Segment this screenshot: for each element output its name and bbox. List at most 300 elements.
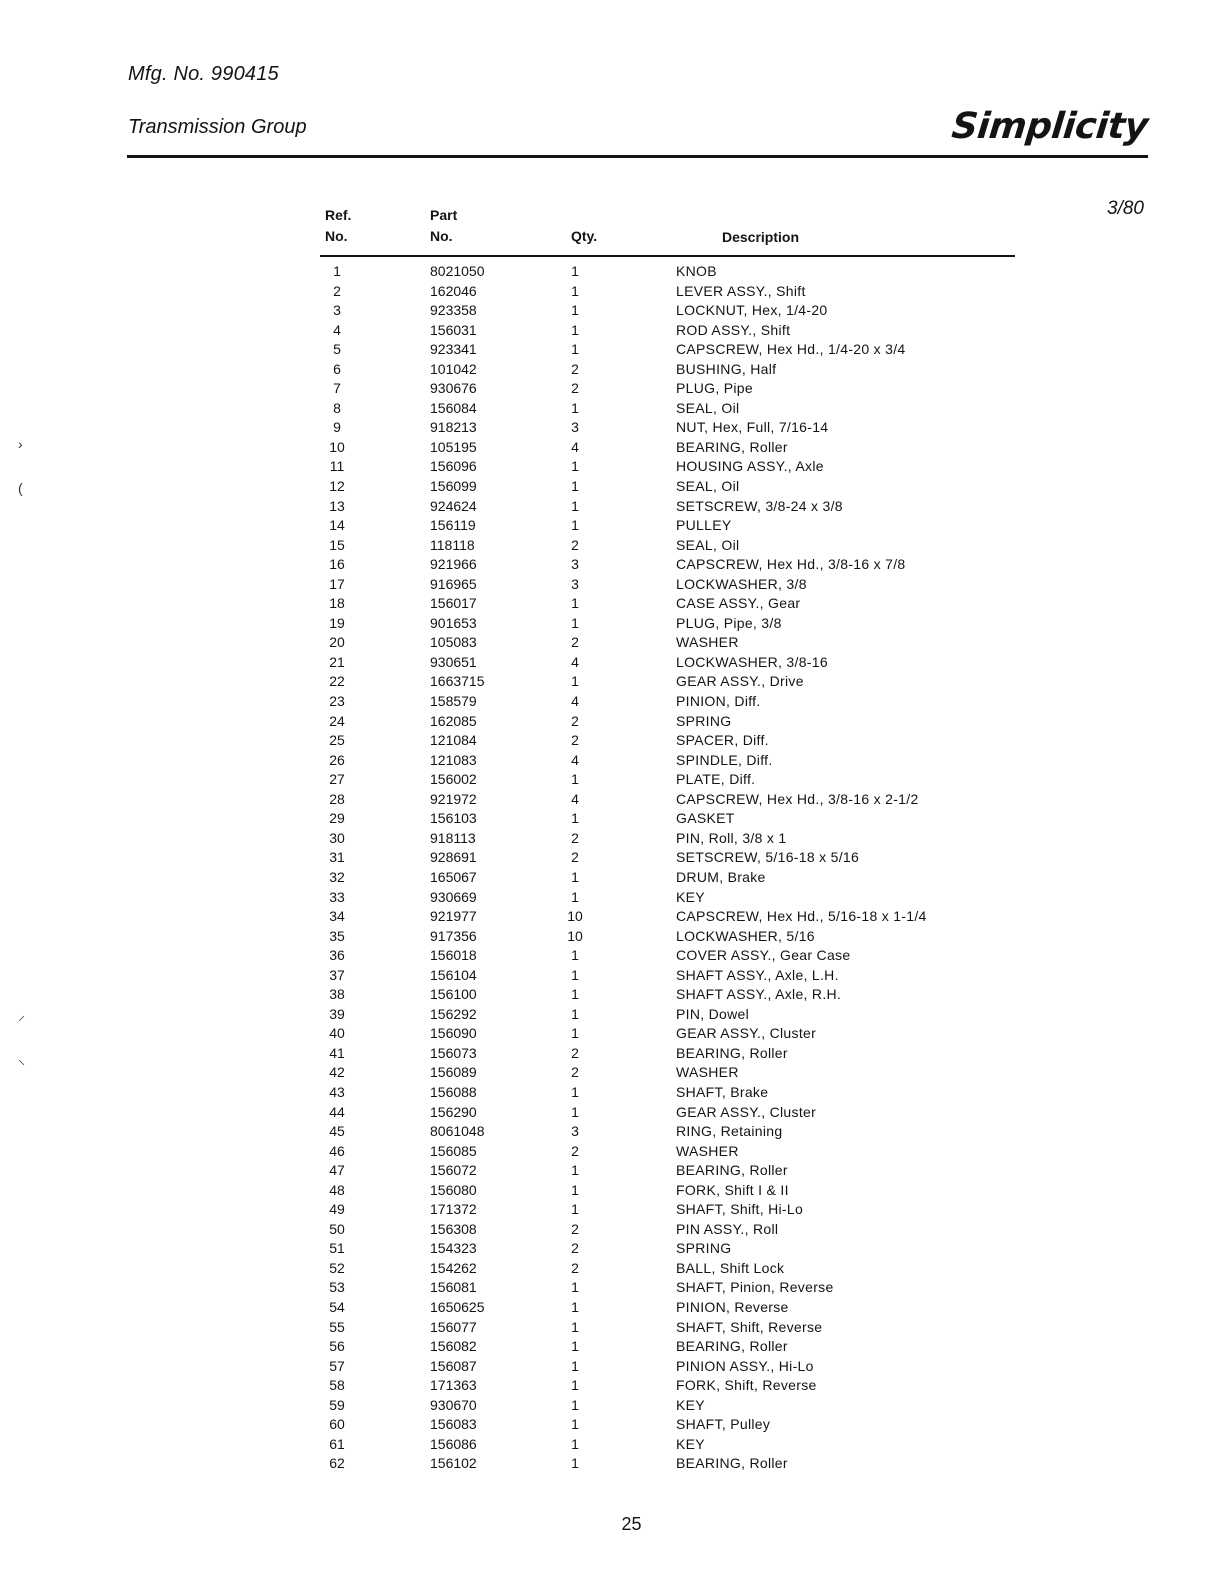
ref-no-cell: 35 [329,927,345,944]
qty-cell: 2 [571,1044,579,1061]
part-no-cell: 154323 [430,1240,477,1257]
part-no-cell: 921977 [430,908,477,925]
description-cell: SHAFT, Shift, Hi-Lo [676,1201,804,1218]
part-no-cell: 162085 [430,712,477,729]
description-cell: BEARING, Roller [676,1044,788,1061]
qty-cell: 1 [571,1201,579,1218]
ref-no-cell: 29 [329,810,345,827]
description-cell: FORK, Shift, Reverse [676,1377,817,1394]
table-row [0,1278,1218,1298]
ref-no-cell: 37 [329,966,345,983]
qty-cell: 1 [571,458,579,475]
description-cell: PINION ASSY., Hi-Lo [676,1357,814,1374]
part-no-cell: 928691 [430,849,477,866]
table-row [0,1259,1218,1279]
table-row [0,790,1218,810]
ref-no-cell: 45 [329,1123,345,1140]
ref-no-cell: 9 [333,419,341,436]
qty-cell: 1 [571,1083,579,1100]
description-cell: SETSCREW, 5/16-18 x 5/16 [676,849,860,866]
ref-no-cell: 30 [329,829,345,846]
part-no-cell: 118118 [430,536,475,553]
qty-cell: 2 [571,536,579,553]
part-no-cell: 923341 [430,341,477,358]
ref-no-cell: 32 [329,868,345,885]
scan-mark: › [18,436,23,452]
table-row [0,1200,1218,1220]
ref-no-cell: 17 [329,575,345,592]
part-no-cell: 1663715 [430,673,485,690]
ref-no-cell: 1 [333,263,341,279]
table-row [0,868,1218,888]
ref-no-cell: 58 [329,1377,345,1394]
ref-no-cell: 10 [329,438,345,455]
description-cell: SETSCREW, 3/8-24 x 3/8 [676,497,843,514]
table-row [0,555,1218,575]
ref-no-cell: 31 [329,849,345,866]
description-cell: CASE ASSY., Gear [676,595,801,612]
description-cell: FORK, Shift I & II [676,1181,789,1198]
table-row [0,399,1218,419]
table-row [0,907,1218,927]
description-cell: RING, Retaining [676,1123,783,1140]
ref-no-cell: 21 [329,653,345,670]
part-no-cell: 171372 [430,1201,477,1218]
ref-no-cell: 62 [329,1455,345,1472]
ref-no-cell: 52 [329,1259,345,1276]
part-no-cell: 156088 [430,1083,477,1100]
ref-no-cell: 55 [329,1318,345,1335]
description-cell: BALL, Shift Lock [676,1259,785,1276]
table-row [0,672,1218,692]
column-header-ref [325,205,351,247]
description-cell: PLUG, Pipe [676,380,753,397]
description-cell: BEARING, Roller [676,1338,788,1355]
column-header-part-line1: Part [430,207,458,223]
ref-no-cell: 7 [333,380,341,397]
ref-no-cell: 19 [329,614,345,631]
ref-no-cell: 3 [333,302,341,319]
qty-cell: 2 [571,1064,579,1081]
qty-cell: 1 [571,517,579,534]
table-row [0,1298,1218,1318]
column-header-part [430,205,457,247]
table-row [0,1239,1218,1259]
qty-cell: 1 [571,1396,579,1413]
qty-cell: 3 [571,1123,579,1140]
description-cell: LEVER ASSY., Shift [676,282,806,299]
ref-no-cell: 53 [329,1279,345,1296]
description-cell: SEAL, Oil [676,399,740,416]
description-cell: KEY [676,1435,705,1452]
description-cell: LOCKNUT, Hex, 1/4-20 [676,302,828,319]
ref-no-cell: 41 [329,1044,345,1061]
ref-no-cell: 42 [329,1064,345,1081]
qty-cell: 1 [571,614,579,631]
ref-no-cell: 25 [329,732,345,749]
description-cell: BEARING, Roller [676,1455,788,1472]
qty-cell: 1 [571,1455,579,1472]
parts-list [0,262,1218,1474]
description-cell: SHAFT ASSY., Axle, R.H. [676,986,842,1003]
part-no-cell: 156002 [430,771,477,788]
table-row [0,360,1218,380]
ref-no-cell: 8 [333,399,341,416]
qty-cell: 1 [571,986,579,1003]
ref-no-cell: 33 [329,888,345,905]
qty-cell: 2 [571,1259,579,1276]
qty-cell: 10 [567,908,583,925]
ref-no-cell: 48 [329,1181,345,1198]
qty-cell: 1 [571,673,579,690]
table-row [0,536,1218,556]
table-row [0,1005,1218,1025]
qty-cell: 3 [571,575,579,592]
description-cell: LOCKWASHER, 5/16 [676,927,815,944]
ref-no-cell: 46 [329,1142,345,1159]
table-row [0,1044,1218,1064]
description-cell: SEAL, Oil [676,536,740,553]
table-row [0,1454,1218,1474]
qty-cell: 1 [571,595,579,612]
ref-no-cell: 16 [329,556,345,573]
table-row [0,809,1218,829]
part-no-cell: 156104 [430,966,477,983]
qty-cell: 1 [571,399,579,416]
description-cell: PLUG, Pipe, 3/8 [676,614,782,631]
header-rule [127,155,1148,158]
description-cell: GEAR ASSY., Cluster [676,1025,817,1042]
scan-mark: ( [18,480,23,496]
description-cell: BEARING, Roller [676,438,788,455]
qty-cell: 3 [571,419,579,436]
qty-cell: 1 [571,1162,579,1179]
qty-cell: 2 [571,732,579,749]
part-no-cell: 156084 [430,399,477,416]
qty-cell: 1 [571,1103,579,1120]
qty-cell: 4 [571,751,579,768]
brand-logo: Simplicity [950,106,1151,147]
table-row [0,575,1218,595]
qty-cell: 1 [571,341,579,358]
qty-cell: 1 [571,1181,579,1198]
qty-cell: 1 [571,1005,579,1022]
table-row [0,1063,1218,1083]
description-cell: BUSHING, Half [676,360,777,377]
table-row [0,1396,1218,1416]
table-row [0,1318,1218,1338]
description-cell: KNOB [676,263,717,279]
qty-cell: 1 [571,1318,579,1335]
ref-no-cell: 28 [329,790,345,807]
ref-no-cell: 27 [329,771,345,788]
column-header-part-line2: No. [430,228,453,244]
ref-no-cell: 26 [329,751,345,768]
description-cell: KEY [676,1396,705,1413]
part-no-cell: 154262 [430,1259,477,1276]
description-cell: CAPSCREW, Hex Hd., 3/8-16 x 2-1/2 [676,790,919,807]
qty-cell: 2 [571,1220,579,1237]
description-cell: GEAR ASSY., Cluster [676,1103,817,1120]
ref-no-cell: 59 [329,1396,345,1413]
qty-cell: 1 [571,771,579,788]
table-row [0,379,1218,399]
table-row [0,1024,1218,1044]
part-no-cell: 156090 [430,1025,477,1042]
table-row [0,497,1218,517]
column-header-qty: Qty. [571,228,598,244]
qty-cell: 1 [571,1357,579,1374]
description-cell: HOUSING ASSY., Axle [676,458,824,475]
description-cell: SHAFT, Pulley [676,1416,771,1433]
column-header-description: Description [722,229,800,245]
table-row [0,340,1218,360]
ref-no-cell: 5 [333,341,341,358]
part-no-cell: 156018 [430,947,477,964]
qty-cell: 1 [571,966,579,983]
description-cell: WASHER [676,1142,739,1159]
page-number: 25 [621,1514,642,1534]
description-cell: KEY [676,888,705,905]
part-no-cell: 916965 [430,575,477,592]
table-row [0,731,1218,751]
qty-cell: 1 [571,321,579,338]
part-no-cell: 156290 [430,1103,477,1120]
table-row [0,516,1218,536]
qty-cell: 1 [571,947,579,964]
table-row [0,692,1218,712]
table-row [0,418,1218,438]
table-row [0,1357,1218,1377]
table-row [0,1103,1218,1123]
table-row [0,770,1218,790]
description-cell: PIN, Roll, 3/8 x 1 [676,829,787,846]
column-header-ref-line2: No. [325,228,348,244]
table-row [0,1142,1218,1162]
table-row [0,1435,1218,1455]
part-no-cell: 917356 [430,927,477,944]
table-row [0,1122,1218,1142]
description-cell: LOCKWASHER, 3/8 [676,575,807,592]
description-cell: PINION, Reverse [676,1298,789,1315]
qty-cell: 1 [571,478,579,495]
part-no-cell: 171363 [430,1377,477,1394]
part-no-cell: 121083 [430,751,477,768]
description-cell: GASKET [676,810,735,827]
part-no-cell: 156080 [430,1181,477,1198]
part-no-cell: 156085 [430,1142,477,1159]
qty-cell: 1 [571,263,579,279]
qty-cell: 1 [571,868,579,885]
table-row [0,829,1218,849]
part-no-cell: 101042 [430,360,477,377]
part-no-cell: 918213 [430,419,477,436]
ref-no-cell: 23 [329,693,345,710]
table-row [0,653,1218,673]
ref-no-cell: 2 [333,282,341,299]
part-no-cell: 105083 [430,634,477,651]
table-row [0,301,1218,321]
ref-no-cell: 47 [329,1162,345,1179]
table-row [0,1337,1218,1357]
description-cell: BEARING, Roller [676,1162,788,1179]
part-no-cell: 156308 [430,1220,477,1237]
part-no-cell: 8061048 [430,1123,485,1140]
description-cell: DRUM, Brake [676,868,766,885]
table-row [0,848,1218,868]
ref-no-cell: 54 [329,1298,345,1315]
ref-no-cell: 40 [329,1025,345,1042]
qty-cell: 2 [571,1142,579,1159]
qty-cell: 1 [571,1435,579,1452]
part-no-cell: 923358 [430,302,477,319]
table-row [0,888,1218,908]
description-cell: WASHER [676,634,739,651]
description-cell: PLATE, Diff. [676,771,756,788]
part-no-cell: 924624 [430,497,477,514]
part-no-cell: 8021050 [430,263,485,279]
ref-no-cell: 18 [329,595,345,612]
description-cell: SHAFT ASSY., Axle, L.H. [676,966,839,983]
ref-no-cell: 39 [329,1005,345,1022]
description-cell: PINION, Diff. [676,693,761,710]
description-cell: LOCKWASHER, 3/8-16 [676,653,828,670]
ref-no-cell: 50 [329,1220,345,1237]
description-cell: CAPSCREW, Hex Hd., 5/16-18 x 1-1/4 [676,908,927,925]
qty-cell: 2 [571,829,579,846]
part-no-cell: 156077 [430,1318,477,1335]
part-no-cell: 162046 [430,282,477,299]
description-cell: PIN ASSY., Roll [676,1220,779,1237]
qty-cell: 1 [571,1416,579,1433]
description-cell: PULLEY [676,517,732,534]
ref-no-cell: 56 [329,1338,345,1355]
ref-no-cell: 44 [329,1103,345,1120]
description-cell: WASHER [676,1064,739,1081]
part-no-cell: 156096 [430,458,477,475]
column-header-ref-line1: Ref. [325,207,352,223]
part-no-cell: 156072 [430,1162,477,1179]
description-cell: GEAR ASSY., Drive [676,673,804,690]
ref-no-cell: 60 [329,1416,345,1433]
ref-no-cell: 22 [329,673,345,690]
table-row [0,262,1218,282]
part-no-cell: 156083 [430,1416,477,1433]
qty-cell: 2 [571,380,579,397]
description-cell: CAPSCREW, Hex Hd., 3/8-16 x 7/8 [676,556,906,573]
description-cell: ROD ASSY., Shift [676,321,791,338]
qty-cell: 4 [571,653,579,670]
ref-no-cell: 20 [329,634,345,651]
qty-cell: 1 [571,1279,579,1296]
part-no-cell: 156103 [430,810,477,827]
qty-cell: 1 [571,1025,579,1042]
ref-no-cell: 34 [329,908,345,925]
scan-mark: ⸜ [18,1051,25,1067]
part-no-cell: 156082 [430,1338,477,1355]
qty-cell: 4 [571,790,579,807]
part-no-cell: 930676 [430,380,477,397]
qty-cell: 1 [571,302,579,319]
table-row [0,614,1218,634]
part-no-cell: 930669 [430,888,477,905]
column-header-rule [320,255,1015,257]
description-cell: NUT, Hex, Full, 7/16-14 [676,419,829,436]
part-no-cell: 156017 [430,595,477,612]
ref-no-cell: 38 [329,986,345,1003]
qty-cell: 2 [571,712,579,729]
part-no-cell: 156119 [430,517,476,534]
table-row [0,985,1218,1005]
qty-cell: 1 [571,888,579,905]
part-no-cell: 901653 [430,614,477,631]
ref-no-cell: 13 [329,497,345,514]
table-row [0,966,1218,986]
part-no-cell: 156073 [430,1044,477,1061]
description-cell: SPINDLE, Diff. [676,751,773,768]
part-no-cell: 158579 [430,693,477,710]
table-row [0,633,1218,653]
qty-cell: 2 [571,1240,579,1257]
description-cell: SHAFT, Pinion, Reverse [676,1279,834,1296]
table-row [0,712,1218,732]
qty-cell: 10 [567,927,583,944]
qty-cell: 4 [571,693,579,710]
table-row [0,1181,1218,1201]
ref-no-cell: 43 [329,1083,345,1100]
part-no-cell: 930651 [430,653,477,670]
part-no-cell: 156087 [430,1357,477,1374]
ref-no-cell: 36 [329,947,345,964]
table-row [0,1083,1218,1103]
table-row [0,282,1218,302]
ref-no-cell: 24 [329,712,345,729]
revision-date: 3/80 [1107,198,1144,219]
part-no-cell: 918113 [430,829,476,846]
ref-no-cell: 14 [329,517,345,534]
table-row [0,1220,1218,1240]
qty-cell: 1 [571,1298,579,1315]
qty-cell: 2 [571,634,579,651]
scan-mark: ⸝ [18,1007,25,1023]
ref-no-cell: 15 [329,536,345,553]
table-row [0,927,1218,947]
part-no-cell: 156086 [430,1435,477,1452]
part-no-cell: 156100 [430,986,477,1003]
ref-no-cell: 12 [329,478,345,495]
part-no-cell: 105195 [430,438,477,455]
part-no-cell: 156102 [430,1455,477,1472]
ref-no-cell: 11 [329,458,345,475]
description-cell: SPRING [676,1240,732,1257]
description-cell: SPACER, Diff. [676,732,769,749]
ref-no-cell: 61 [329,1435,345,1452]
part-no-cell: 156292 [430,1005,477,1022]
qty-cell: 1 [571,810,579,827]
ref-no-cell: 4 [333,321,341,338]
part-no-cell: 156031 [430,321,477,338]
qty-cell: 1 [571,282,579,299]
qty-cell: 2 [571,849,579,866]
part-no-cell: 156081 [430,1279,477,1296]
description-cell: SPRING [676,712,732,729]
part-no-cell: 121084 [430,732,477,749]
table-row [0,1161,1218,1181]
table-row [0,457,1218,477]
table-row [0,321,1218,341]
qty-cell: 1 [571,1338,579,1355]
ref-no-cell: 57 [329,1357,345,1374]
